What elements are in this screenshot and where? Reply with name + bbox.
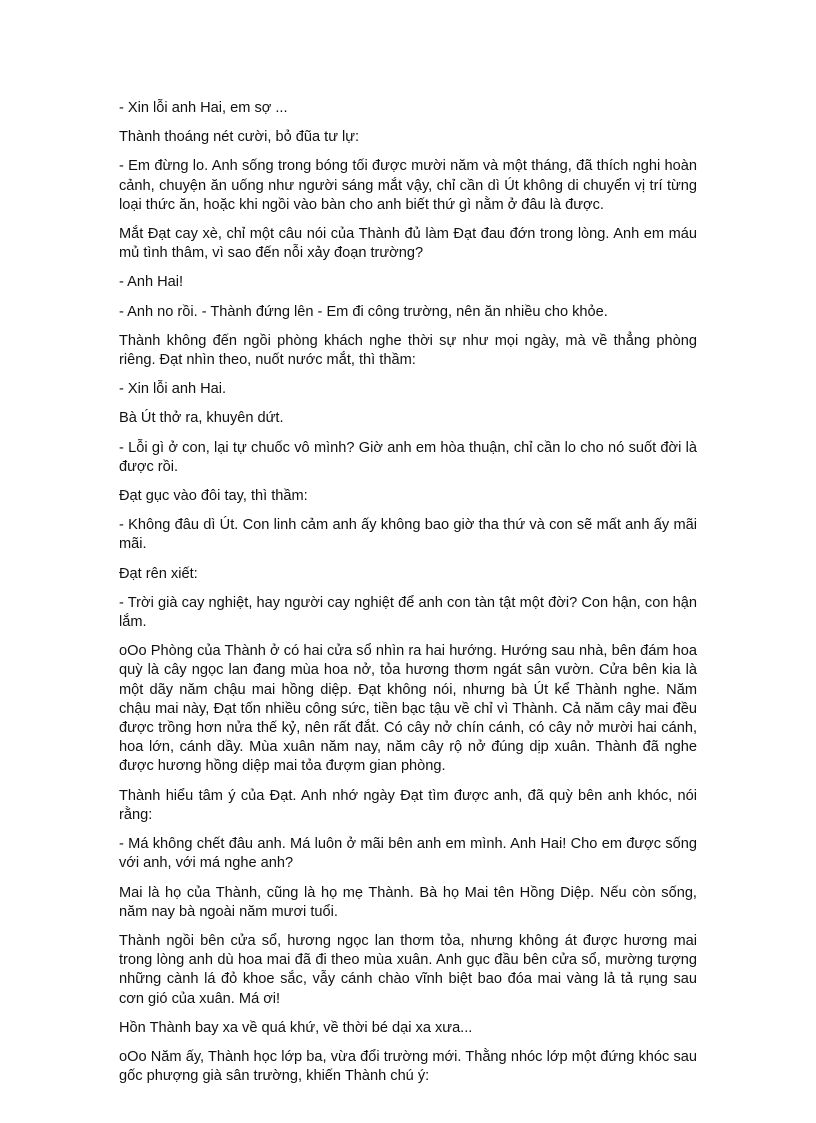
paragraph-19: Thành ngồi bên cửa sổ, hương ngọc lan thơm tỏa, nhưng không át được hương mai trong lòng anh dù hoa mai đã đi theo mùa xuân. Anh gục đầu bên cửa sổ, mường tượng những cành lá đỏ khoe sắc, vẫy cánh chào vĩnh biệt bao đóa mai vàng lả tả rụng sau cơn gió của xuân. Má ơi! bbox=[119, 932, 697, 1007]
paragraph-1: - Xin lỗi anh Hai, em sợ ... bbox=[119, 100, 288, 116]
paragraph-11: Đạt gục vào đôi tay, thì thầm: bbox=[119, 488, 308, 505]
paragraph-5: - Anh Hai! bbox=[119, 274, 184, 291]
paragraph-6: - Anh no rồi. - Thành đứng lên - Em đi công trường, nên ăn nhiều cho khỏe. bbox=[119, 303, 608, 320]
paragraph-18: Mai là họ của Thành, cũng là họ mẹ Thành. Bà họ Mai tên Hồng Diệp. Nếu còn sống, năm nay bà ngoài năm mươi tuổi. bbox=[119, 884, 697, 920]
paragraph-13: Đạt rên xiết: bbox=[119, 565, 198, 582]
document-page bbox=[119, 99, 697, 1096]
paragraph-4: Mắt Đạt cay xè, chỉ một câu nói của Thành đủ làm Đạt đau đớn trong lòng. Anh em máu mủ tình thâm, vì sao đến nỗi xảy đoạn trường? bbox=[119, 226, 697, 262]
paragraph-12: - Không đâu dì Út. Con linh cảm anh ấy không bao giờ tha thứ và con sẽ mất anh ấy mãi mãi. bbox=[119, 517, 697, 553]
paragraph-8: - Xin lỗi anh Hai. bbox=[119, 381, 227, 398]
paragraph-17: - Má không chết đâu anh. Má luôn ở mãi bên anh em mình. Anh Hai! Cho em được sống với anh, với má nghe anh? bbox=[119, 836, 697, 872]
paragraph-7: Thành không đến ngồi phòng khách nghe thời sự như mọi ngày, mà về thẳng phòng riêng. Đạt nhìn theo, nuốt nước mắt, thì thầm: bbox=[119, 332, 697, 369]
paragraph-14: - Trời già cay nghiệt, hay người cay nghiệt để anh con tàn tật một đời? Con hận, con hận lắm. bbox=[119, 594, 697, 631]
paragraph-10: - Lỗi gì ở con, lại tự chuốc vô mình? Giờ anh em hòa thuận, chỉ cần lo cho nó suốt đời là được rồi. bbox=[119, 439, 697, 475]
paragraph-15: oOo Phòng của Thành ở có hai cửa sổ nhìn ra hai hướng. Hướng sau nhà, bên đám hoa quỳ là cây ngọc lan đang mùa hoa nở, tỏa hương thơm ngát sân vườn. Cửa bên kia là một dãy năm chậu mai hồng diệp. Đạt không nói, nhưng bà Út kể Thành nghe. Năm chậu mai này, Đạt tốn nhiều công sức, tiền bạc tậu về chỉ vì Thành. Cả năm cây mai đều được trồng hơn nửa thế kỷ, nên rất đắt. Có cây nở chín cánh, có cây nở mười hai cánh, hoa lớn, cánh dầy. Mùa xuân năm nay, năm cây rộ nở đúng dịp xuân. Thành đã nghe được hương hồng diệp mai tỏa đượm gian phòng. bbox=[119, 643, 697, 775]
paragraph-21: oOo Năm ấy, Thành học lớp ba, vừa đổi trường mới. Thằng nhóc lớp một đứng khóc sau gốc phượng già sân trường, khiến Thành chú ý: bbox=[119, 1048, 697, 1085]
paragraph-3: - Em đừng lo. Anh sống trong bóng tối được mười năm và một tháng, đã thích nghi hoàn cảnh, chuyện ăn uống như người sáng mắt vậy, chỉ cần dì Út không di chuyển vị trí từng loại thức ăn, hoặc khi ngồi vào bàn cho anh biết thứ gì nằm ở đâu là được. bbox=[119, 158, 697, 213]
paragraph-20: Hồn Thành bay xa về quá khứ, về thời bé dại xa xưa... bbox=[119, 1019, 473, 1036]
paragraph-16: Thành hiểu tâm ý của Đạt. Anh nhớ ngày Đạt tìm được anh, đã quỳ bên anh khóc, nói rằng: bbox=[119, 787, 697, 823]
paragraph-2: Thành thoáng nét cười, bỏ đũa tư lự: bbox=[119, 129, 360, 146]
paragraph-9: Bà Út thở ra, khuyên dứt. bbox=[119, 410, 284, 427]
